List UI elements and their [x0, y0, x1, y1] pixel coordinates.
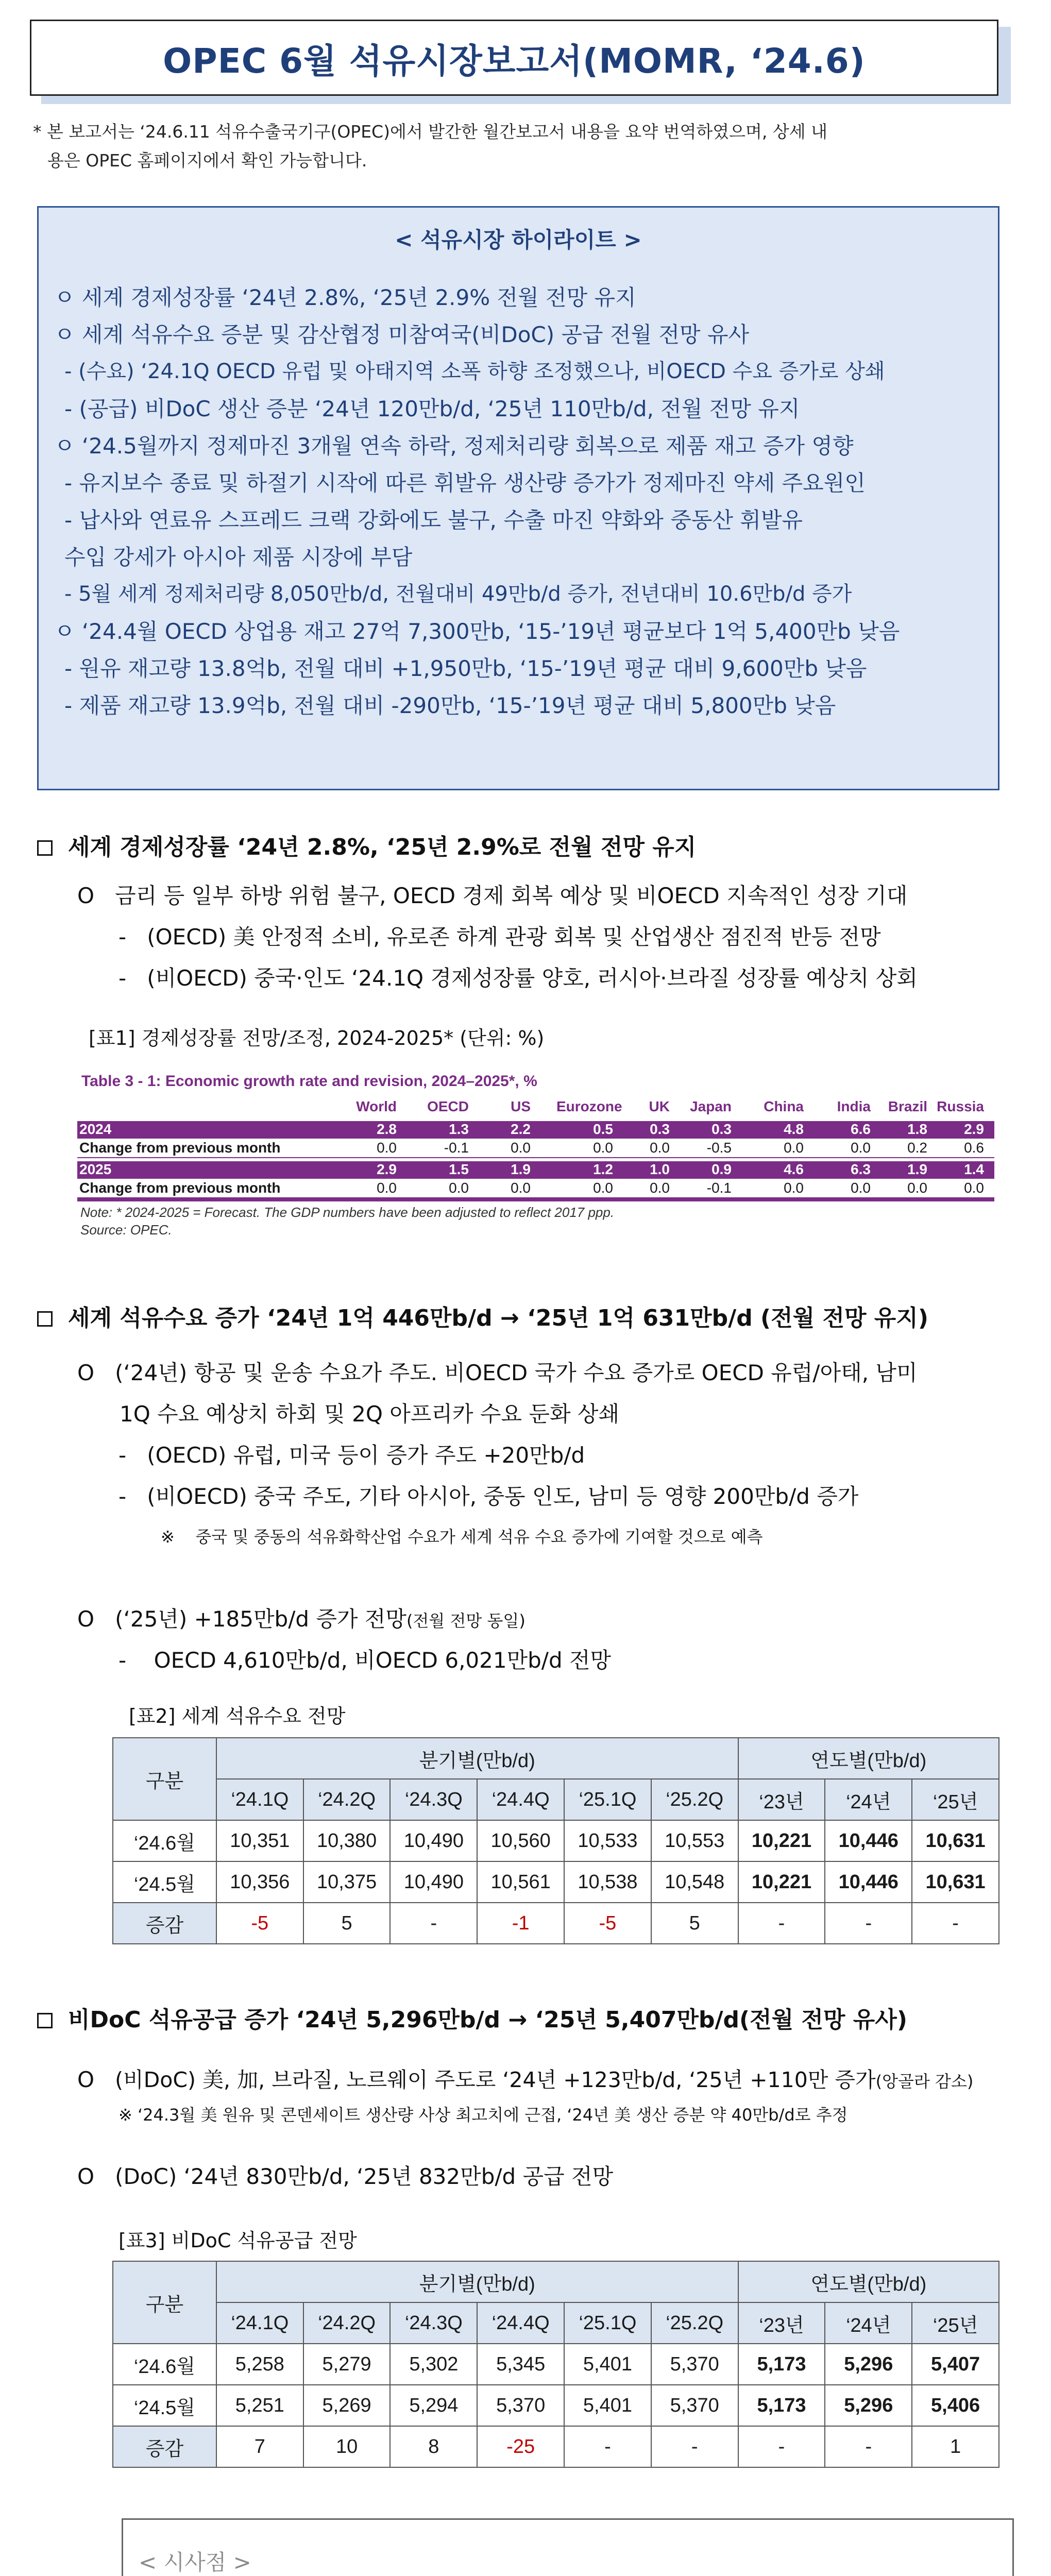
opec-table-cell: 0.0 [449, 1180, 469, 1196]
opec-table-cell: 0.0 [593, 1180, 613, 1196]
highlights-title: < 석유시장 하이라이트 > [395, 227, 642, 252]
sub-bullet-line [118, 1480, 858, 1511]
highlight-line: - (수요) ‘24.1Q OECD 유럽 및 아태지역 소폭 하향 조정했으나, 비OECD 수요 증가로 상쇄 [64, 360, 885, 383]
opec-table-cell: 2.9 [964, 1121, 984, 1137]
opec-table-cell: 2.8 [377, 1121, 397, 1137]
square-bullet-icon [37, 1311, 53, 1327]
table-cell: 5,296 [825, 2344, 912, 2385]
table-column-header: ‘25년 [912, 1779, 999, 1820]
opec-table-cell: 0.0 [784, 1180, 804, 1196]
table-column-header: ‘25.1Q [564, 1779, 651, 1820]
circle-bullet-icon: O [77, 2164, 95, 2189]
table-header-row [113, 2261, 999, 2302]
opec-table-column-header: Russia [937, 1098, 984, 1114]
table-cell: 10,490 [390, 1820, 477, 1861]
opec-table-cell: 6.3 [851, 1161, 871, 1177]
table-cell: 5,370 [477, 2385, 564, 2426]
table-column-header: ‘24년 [825, 2302, 912, 2344]
bullet-continuation: 1Q 수요 예상치 하회 및 2Q 아프리카 수요 둔화 상쇄 [120, 1401, 620, 1427]
dash-bullet-icon: - [118, 1648, 127, 1673]
report-title-box [30, 20, 998, 96]
highlight-line: ㅇ ‘24.5월까지 정제마진 3개월 연속 하락, 정제처리량 회복으로 제품 재고 증가 영향 [54, 433, 854, 459]
table-cell: 5,401 [564, 2385, 651, 2426]
table-row [113, 2426, 999, 2467]
opec-table-note: Note: * 2024-2025 = Forecast. The GDP numbers have been adjusted to reflect 2017 ppp. [80, 1205, 615, 1220]
table-cell: 5,370 [651, 2344, 738, 2385]
opec-table-cell: 0.0 [511, 1180, 531, 1196]
report-title: OPEC 6월 석유시장보고서(MOMR, ‘24.6) [163, 41, 866, 81]
opec-table-cell: 4.6 [784, 1161, 804, 1177]
table-header-row [113, 1738, 999, 1779]
table-cell: - [825, 1903, 912, 1944]
circle-bullet-icon: O [77, 1606, 95, 1632]
table-cell: 5,370 [651, 2385, 738, 2426]
square-bullet-icon [37, 2013, 53, 2028]
table-cell: 5,407 [912, 2344, 999, 2385]
opec-table-cell: 1.2 [593, 1161, 613, 1177]
table-row-label: ‘24.5월 [113, 1861, 216, 1903]
table-cell: 5,302 [390, 2344, 477, 2385]
table-cell: -1 [477, 1903, 564, 1944]
opec-table-bottom-rule [77, 1198, 994, 1201]
table-cell: 10,351 [216, 1820, 303, 1861]
sub-bullet-text: (OECD) 유럽, 미국 등이 증가 주도 +20만b/d [147, 1443, 585, 1468]
highlight-line: 수입 강세가 아시아 제품 시장에 부담 [64, 545, 413, 570]
bullet-line [77, 2160, 613, 2191]
opec-table-cell: 1.4 [964, 1161, 984, 1177]
table-cell: 5 [651, 1903, 738, 1944]
disclaimer-note [33, 117, 991, 175]
table-row [113, 1861, 999, 1903]
reference-note [161, 1524, 763, 1548]
table-cell: 7 [216, 2426, 303, 2467]
bullet-line [77, 2063, 973, 2093]
table-group-header-quarterly: 분기별(만b/d) [216, 2261, 738, 2302]
table-column-header: ‘24.1Q [216, 1779, 303, 1820]
table-column-header: ‘24.1Q [216, 2302, 303, 2344]
table-cell: 10,446 [825, 1820, 912, 1861]
bullet-text: (비DoC) 美, 加, 브라질, 노르웨이 주도로 ‘24년 +123만b/d, ‘25년 +110만 증가 [115, 2067, 876, 2092]
highlight-line: - 유지보수 종료 및 하절기 시작에 따른 휘발유 생산량 증가가 정제마진 약세 주요원인 [64, 470, 866, 496]
opec-table-cell: 1.0 [650, 1161, 670, 1177]
opec-table-cell: 0.6 [964, 1140, 984, 1156]
opec-table-cell: 4.8 [784, 1121, 804, 1137]
opec-table-cell: 0.0 [907, 1180, 927, 1196]
opec-table-cell: 0.2 [907, 1140, 927, 1156]
opec-table-cell: 1.3 [449, 1121, 469, 1137]
opec-table-cell: 2.9 [377, 1161, 397, 1177]
highlights-box [37, 206, 999, 790]
opec-table-cell: -0.1 [706, 1180, 732, 1196]
opec-table-cell: 0.0 [377, 1180, 397, 1196]
table-cell: 10,375 [303, 1861, 391, 1903]
section-heading-text: 세계 석유수요 증가 ‘24년 1억 446만b/d → ‘25년 1억 631만b/d (전월 전망 유지) [68, 1305, 928, 1331]
table-row-label: 증감 [113, 1903, 216, 1944]
table-row [113, 1820, 999, 1861]
table-group-header-yearly: 연도별(만b/d) [738, 1738, 999, 1779]
table2-caption: [표2] 세계 석유수요 전망 [129, 1705, 346, 1727]
sub-bullet-line [118, 1438, 585, 1469]
opec-growth-table [77, 1070, 994, 1276]
bullet-text: (DoC) ‘24년 830만b/d, ‘25년 832만b/d 공급 전망 [115, 2164, 614, 2189]
opec-table-cell: 2.2 [511, 1121, 531, 1137]
opec-table-column-header: US [511, 1098, 531, 1114]
table-column-header: ‘23년 [738, 2302, 825, 2344]
table-cell: 10,538 [564, 1861, 651, 1903]
sub-bullet-text: (OECD) 美 안정적 소비, 유로존 하계 관광 회복 및 산업생산 점진적 반등 전망 [147, 924, 881, 950]
highlight-line: - 제품 재고량 13.9억b, 전월 대비 -290만b, ‘15-’19년 평균 대비 5,800만b 낮음 [64, 693, 836, 718]
opec-table-column-header: UK [649, 1098, 670, 1114]
opec-table-column-header: OECD [427, 1098, 469, 1114]
opec-table-column-header: Japan [690, 1098, 732, 1114]
sub-bullet-text: (비OECD) 중국·인도 ‘24.1Q 경제성장률 양호, 러시아·브라질 성장률 예상치 상회 [147, 965, 918, 991]
opec-table-column-header: China [764, 1098, 804, 1114]
opec-table-header-row [77, 1098, 994, 1116]
opec-table-cell: -0.1 [444, 1140, 469, 1156]
table-column-header: ‘24.3Q [390, 1779, 477, 1820]
table-cell: 10,560 [477, 1820, 564, 1861]
table-cell: 5,251 [216, 2385, 303, 2426]
opec-table-cell: 0.3 [650, 1121, 670, 1137]
table-column-header: ‘25.2Q [651, 2302, 738, 2344]
table-row [113, 1903, 999, 1944]
section-heading-text: 세계 경제성장률 ‘24년 2.8%, ‘25년 2.9%로 전월 전망 유지 [68, 834, 697, 860]
table-cell: 5,345 [477, 2344, 564, 2385]
opec-table-cell: 0.0 [784, 1140, 804, 1156]
opec-table-cell: 0.5 [593, 1121, 613, 1137]
bullet-text: (‘24년) 항공 및 운송 수요가 주도. 비OECD 국가 수요 증가로 OECD 유럽/아태, 남미 [115, 1360, 918, 1385]
implications-box [122, 2518, 1014, 2576]
highlight-line: - 원유 재고량 13.8억b, 전월 대비 +1,950만b, ‘15-’19년 평균 대비 9,600만b 낮음 [64, 656, 867, 681]
table-group-header-yearly: 연도별(만b/d) [738, 2261, 999, 2302]
table-cell: 10,221 [738, 1820, 825, 1861]
section-heading-text: 비DoC 석유공급 증가 ‘24년 5,296만b/d → ‘25년 5,407만b/d(전월 전망 유사) [68, 2007, 907, 2033]
opec-table-row [77, 1121, 994, 1139]
table-column-header: ‘24.4Q [477, 2302, 564, 2344]
highlight-line: - (공급) 비DoC 생산 증분 ‘24년 120만b/d, ‘25년 110만b/d, 전월 전망 유지 [64, 396, 800, 421]
table-cell: 5,269 [303, 2385, 391, 2426]
table-column-header: ‘25.1Q [564, 2302, 651, 2344]
table-cell: - [738, 2426, 825, 2467]
reference-mark-icon: ※ [161, 1527, 175, 1547]
sub-bullet-line [118, 920, 881, 951]
opec-table-cell: 0.9 [711, 1161, 732, 1177]
opec-table-row [77, 1140, 994, 1158]
bullet-text: 금리 등 일부 하방 위험 불구, OECD 경제 회복 예상 및 비OECD 지속적인 성장 기대 [115, 883, 908, 908]
note-line: * 본 보고서는 ‘24.6.11 석유수출국기구(OPEC)에서 발간한 월간보고서 내용을 요약 번역하였으며, 상세 내 [33, 122, 827, 142]
opec-table-cell: 0.0 [851, 1180, 871, 1196]
table-cell: 8 [390, 2426, 477, 2467]
opec-table-cell: 0.0 [964, 1180, 984, 1196]
opec-table-cell: 6.6 [851, 1121, 871, 1137]
table-cell: 10 [303, 2426, 391, 2467]
table-column-header: ‘24.3Q [390, 2302, 477, 2344]
table-group-header-quarterly: 분기별(만b/d) [216, 1738, 738, 1779]
opec-table-cell: -0.5 [706, 1140, 732, 1156]
dash-bullet-icon: - [118, 924, 127, 950]
table-cell: - [390, 1903, 477, 1944]
bullet-note: (전월 전망 동일) [406, 1611, 526, 1631]
opec-table-row-label: Change from previous month [79, 1140, 281, 1156]
table-cell: 5 [303, 1903, 391, 1944]
table3-caption: [표3] 비DoC 석유공급 전망 [118, 2229, 357, 2252]
table-cell: 1 [912, 2426, 999, 2467]
table-subheader-row [113, 2302, 999, 2344]
reference-note-text: 중국 및 중동의 석유화학산업 수요가 세계 석유 수요 증가에 기여할 것으로 예측 [195, 1527, 763, 1547]
opec-table-column-header: India [837, 1098, 871, 1114]
opec-table-row [77, 1180, 994, 1198]
section-heading-growth [37, 828, 696, 861]
opec-table-cell: 0.0 [511, 1140, 531, 1156]
dash-bullet-icon: - [118, 1484, 127, 1509]
table-cell: 5,294 [390, 2385, 477, 2426]
table-cell: 10,548 [651, 1861, 738, 1903]
table-cell: 10,631 [912, 1861, 999, 1903]
opec-table-column-header: Eurozone [556, 1098, 622, 1114]
sub-bullet-line [118, 1643, 611, 1674]
table-cell: 5,173 [738, 2385, 825, 2426]
circle-bullet-icon: O [77, 883, 95, 908]
table-cell: 10,553 [651, 1820, 738, 1861]
sub-bullet-text: OECD 4,610만b/d, 비OECD 6,021만b/d 전망 [154, 1648, 612, 1673]
table-cell: 10,356 [216, 1861, 303, 1903]
table-cell: 5,401 [564, 2344, 651, 2385]
table-column-header: ‘24.2Q [303, 2302, 391, 2344]
table-row [113, 2385, 999, 2426]
table-column-header: ‘24년 [825, 1779, 912, 1820]
bullet-text: (‘25년) +185만b/d 증가 전망 [115, 1606, 407, 1632]
table-cell: 10,446 [825, 1861, 912, 1903]
table-cell: - [912, 1903, 999, 1944]
circle-bullet-icon: O [77, 2067, 95, 2092]
table-cell: 5,406 [912, 2385, 999, 2426]
table-column-header: ‘25.2Q [651, 1779, 738, 1820]
table-cell: 10,221 [738, 1861, 825, 1903]
opec-table-cell: 0.3 [711, 1121, 732, 1137]
opec-table-cell: 0.0 [650, 1140, 670, 1156]
sub-bullet-line [118, 961, 918, 992]
table-cell: 5,296 [825, 2385, 912, 2426]
highlight-line: - 5월 세계 정제처리량 8,050만b/d, 전월대비 49만b/d 증가, 전년대비 10.6만b/d 증가 [64, 582, 852, 606]
table-cell: - [651, 2426, 738, 2467]
opec-table-row-label: 2025 [79, 1161, 112, 1177]
table-cell: -5 [564, 1903, 651, 1944]
table-column-header: ‘23년 [738, 1779, 825, 1820]
table-row-label: ‘24.6월 [113, 1820, 216, 1861]
opec-table-cell: 1.9 [907, 1161, 927, 1177]
table-column-header: ‘24.2Q [303, 1779, 391, 1820]
opec-table-column-header: World [356, 1098, 397, 1114]
dash-bullet-icon: - [118, 965, 127, 991]
table1-caption: [표1] 경제성장률 전망/조정, 2024-2025* (단위: %) [89, 1027, 545, 1049]
table-row [113, 2344, 999, 2385]
table-cell: 10,490 [390, 1861, 477, 1903]
table-cell: - [825, 2426, 912, 2467]
table-cell: 10,631 [912, 1820, 999, 1861]
section-heading-supply [37, 2001, 907, 2034]
sub-bullet-text: (비OECD) 중국 주도, 기타 아시아, 중동 인도, 남미 등 영향 200만b/d 증가 [147, 1484, 859, 1509]
reference-note: ※ ‘24.3월 美 원유 및 콘덴세이트 생산량 사상 최고치에 근접, ‘24년 美 생산 증분 약 40만b/d로 추정 [118, 2105, 848, 2125]
opec-table-row-label: 2024 [79, 1121, 112, 1137]
implications-title: < 시사점 > [139, 2550, 251, 2575]
opec-table-title: Table 3 - 1: Economic growth rate and revision, 2024–2025*, % [81, 1073, 537, 1090]
table-subheader-row [113, 1779, 999, 1820]
table-cell: - [564, 2426, 651, 2467]
section-heading-demand [37, 1299, 928, 1332]
table-row-label: 증감 [113, 2426, 216, 2467]
opec-table-source: Source: OPEC. [80, 1222, 172, 1238]
table-cell: -5 [216, 1903, 303, 1944]
table-cell: - [738, 1903, 825, 1944]
table-cell: 10,561 [477, 1861, 564, 1903]
table-cell: 5,258 [216, 2344, 303, 2385]
bullet-line [77, 879, 907, 910]
opec-table-cell: 0.0 [593, 1140, 613, 1156]
opec-table-row [77, 1161, 994, 1179]
demand-table [112, 1737, 999, 1944]
opec-table-row-label: Change from previous month [79, 1180, 281, 1196]
table-row-label: ‘24.5월 [113, 2385, 216, 2426]
highlight-line: ㅇ 세계 석유수요 증분 및 감산협정 미참여국(비DoC) 공급 전월 전망 유사 [54, 322, 750, 347]
bullet-line [77, 1602, 526, 1633]
opec-table-cell: 0.0 [851, 1140, 871, 1156]
highlight-line: ㅇ 세계 경제성장률 ‘24년 2.8%, ‘25년 2.9% 전월 전망 유지 [54, 285, 636, 310]
bullet-note: (앙골라 감소) [875, 2072, 974, 2091]
dash-bullet-icon: - [118, 1443, 127, 1468]
highlight-line: ㅇ ‘24.4월 OECD 상업용 재고 27억 7,300만b, ‘15-’19년 평균보다 1억 5,400만b 낮음 [54, 619, 900, 644]
table-column-header: ‘24.4Q [477, 1779, 564, 1820]
table-row-label: ‘24.6월 [113, 2344, 216, 2385]
supply-table [112, 2261, 999, 2468]
table-cell: 10,533 [564, 1820, 651, 1861]
opec-table-cell: 1.9 [511, 1161, 531, 1177]
opec-table-cell: 0.0 [377, 1140, 397, 1156]
table-corner-header: 구분 [113, 1738, 216, 1820]
opec-table-cell: 1.5 [449, 1161, 469, 1177]
opec-table-cell: 0.0 [650, 1180, 670, 1196]
table-cell: 5,173 [738, 2344, 825, 2385]
table-cell: 10,380 [303, 1820, 391, 1861]
note-line: 용은 OPEC 홈페이지에서 확인 가능합니다. [47, 150, 367, 171]
table-column-header: ‘25년 [912, 2302, 999, 2344]
opec-table-column-header: Brazil [888, 1098, 927, 1114]
circle-bullet-icon: O [77, 1360, 95, 1385]
table-cell: -25 [477, 2426, 564, 2467]
table-corner-header: 구분 [113, 2261, 216, 2344]
opec-table-cell: 1.8 [907, 1121, 927, 1137]
highlight-line: - 납사와 연료유 스프레드 크랙 강화에도 불구, 수출 마진 약화와 중동산 휘발유 [64, 507, 803, 533]
bullet-line [77, 1356, 918, 1387]
table-cell: 5,279 [303, 2344, 391, 2385]
square-bullet-icon [37, 840, 53, 856]
